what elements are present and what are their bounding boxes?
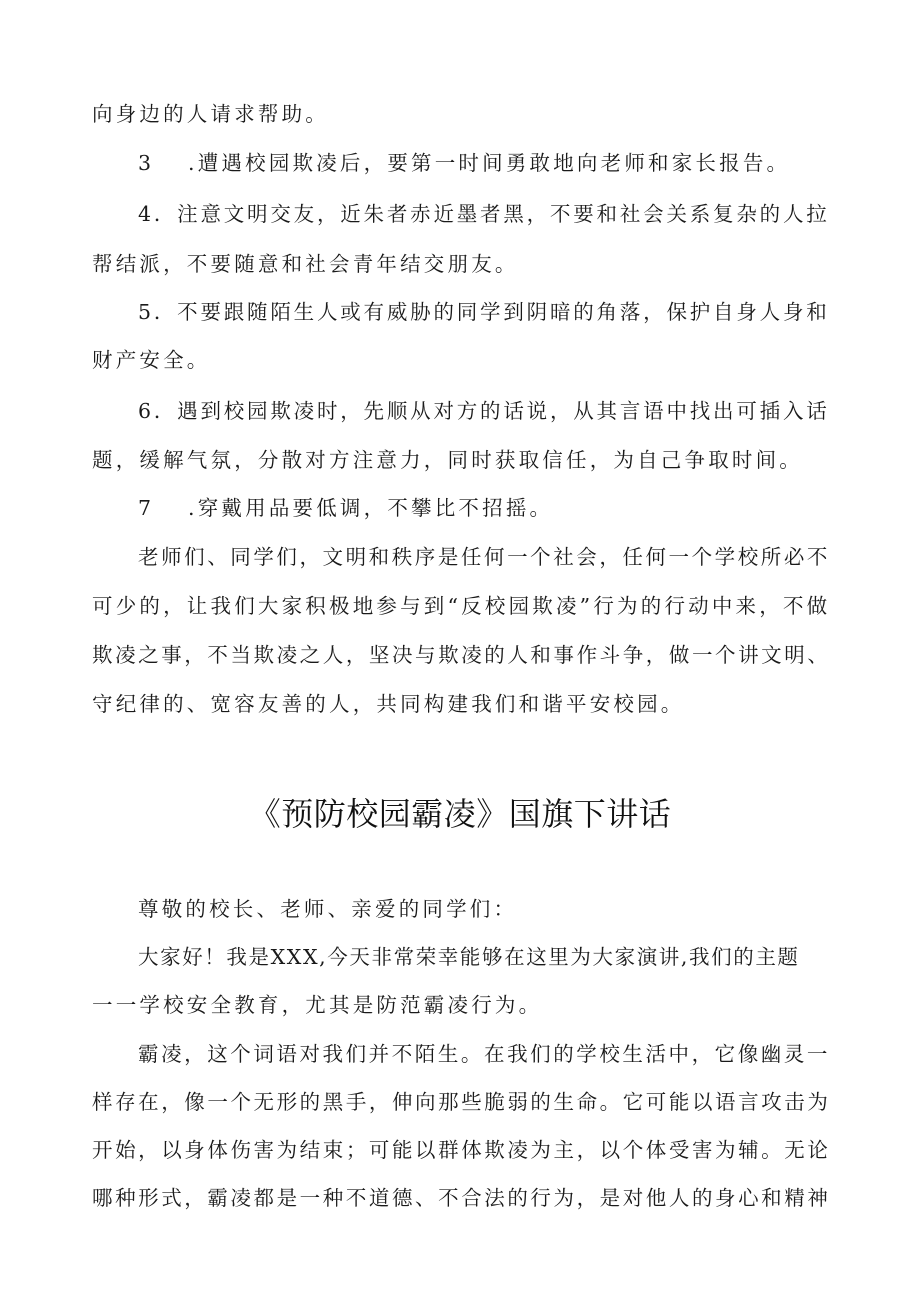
paragraph-line: 霸凌，这个词语对我们并不陌生。在我们的学校生活中，它像幽灵一 — [138, 1042, 830, 1066]
paragraph-line: 一一学校安全教育，尤其是防范霸凌行为。 — [92, 993, 543, 1017]
list-item-3 — [138, 149, 790, 177]
list-number: 3 — [138, 151, 155, 175]
list-number: 7 — [138, 496, 155, 520]
paragraph-line: 财产安全。 — [92, 348, 211, 372]
list-item-6-line1: 6．遇到校园欺凌时，先顺从对方的话说，从其言语中找出可插入话 — [138, 399, 830, 423]
paragraph-line: 欺凌之事，不当欺凌之人，坚决与欺凌的人和事作斗争，做一个讲文明、 — [92, 643, 831, 667]
list-item-4-line1: 4．注意文明交友，近朱者赤近墨者黑，不要和社会关系复杂的人拉 — [138, 202, 830, 226]
paragraph-line: 老师们、同学们，文明和秩序是任何一个社会，任何一个学校所必不 — [138, 545, 830, 569]
paragraph-line: 帮结派，不要随意和社会青年结交朋友。 — [92, 252, 519, 276]
paragraph-line: 哪种形式，霸凌都是一种不道德、不合法的行为，是对他人的身心和精神 — [92, 1186, 831, 1210]
paragraph-line: 开始，以身体伤害为结束；可能以群体欺凌为主，以个体受害为辅。无论 — [92, 1138, 831, 1162]
page-title: 《预防校园霸凌》国旗下讲话 — [248, 795, 672, 833]
paragraph-line: 向身边的人请求帮助。 — [92, 102, 329, 126]
list-text: .穿戴用品要低调，不攀比不招摇。 — [188, 496, 554, 520]
paragraph-line: 可少的，让我们大家积极地参与到“反校园欺凌”行为的行动中来，不做 — [92, 594, 831, 618]
paragraph-line: 样存在，像一个无形的黑手，伸向那些脆弱的生命。它可能以语言攻击为 — [92, 1090, 831, 1114]
paragraph-line: 守纪律的、宽容友善的人，共同构建我们和谐平安校园。 — [92, 692, 685, 716]
list-item-7 — [138, 494, 553, 522]
paragraph-line: 题，缓解气氛，分散对方注意力，同时获取信任，为自己争取时间。 — [92, 448, 803, 472]
paragraph-line: 大家好！我是XXX,今天非常荣幸能够在这里为大家演讲,我们的主题 — [138, 945, 800, 969]
list-text: .遭遇校园欺凌后，要第一时间勇敢地向老师和家长报告。 — [188, 151, 791, 175]
list-item-5-line1: 5．不要跟随陌生人或有威胁的同学到阴暗的角落，保护自身人身和 — [138, 300, 830, 324]
salutation: 尊敬的校长、老师、亲爱的同学们： — [138, 897, 518, 921]
